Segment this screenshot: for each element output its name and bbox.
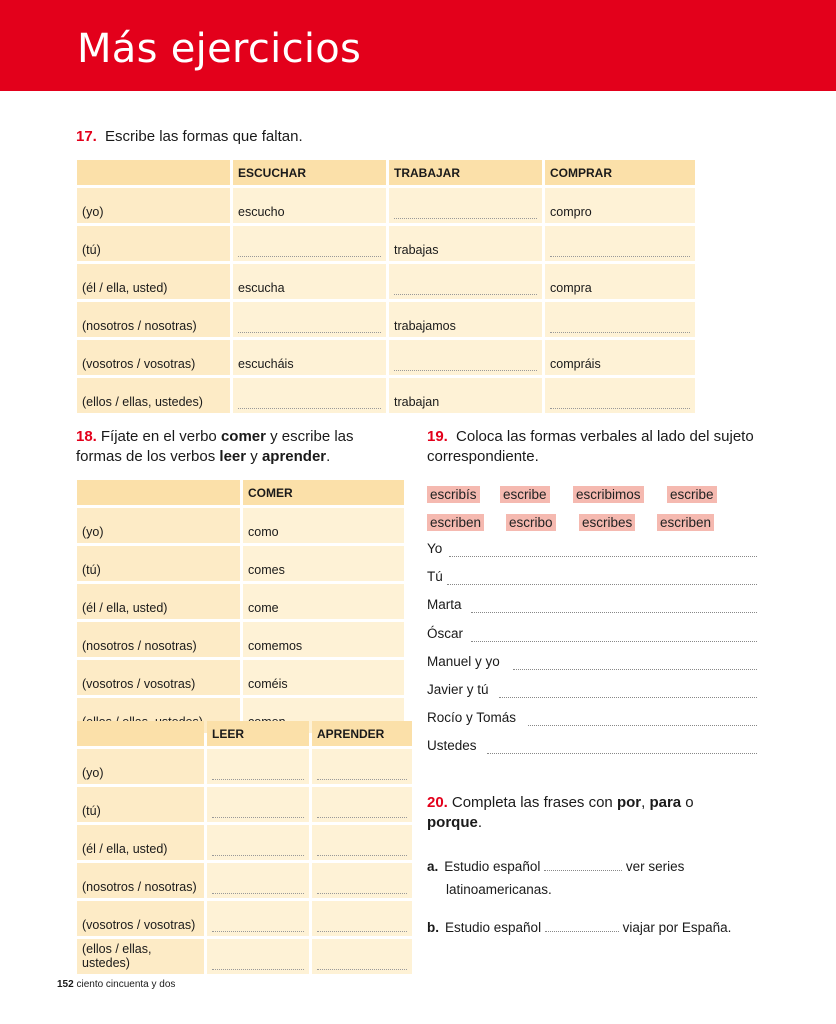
- verb-form: trabajas: [389, 226, 542, 261]
- column-header: ESCUCHAR: [233, 160, 386, 185]
- instruction-text: .: [477, 814, 483, 831]
- page-title: Más ejercicios: [77, 26, 362, 72]
- answer-blank[interactable]: [317, 955, 407, 970]
- answer-cell[interactable]: [312, 749, 412, 784]
- table-header-row: [77, 160, 695, 185]
- table-row: [77, 749, 412, 784]
- pronoun-label: (yo): [77, 508, 240, 543]
- subject-row: [427, 569, 757, 587]
- verb-leer: leer: [219, 448, 247, 465]
- answer-blank[interactable]: [212, 765, 304, 780]
- answer-blank[interactable]: [394, 204, 537, 219]
- sentence-b: [427, 917, 731, 939]
- table-row: [77, 622, 404, 657]
- pronoun-label: (él / ella, usted): [77, 584, 240, 619]
- sentence-text: Estudio español: [445, 920, 542, 935]
- subject-label: Rocío y Tomás: [427, 710, 517, 726]
- pronoun-label: (yo): [77, 188, 230, 223]
- exercise-17-title: [76, 127, 303, 147]
- table-row: [77, 302, 695, 337]
- answer-blank[interactable]: [394, 356, 537, 371]
- table-row: [77, 787, 412, 822]
- exercise-19-title: [427, 427, 767, 467]
- answer-blank[interactable]: [317, 841, 407, 856]
- verb-chip[interactable]: escribes: [579, 514, 635, 531]
- verb-form: compra: [545, 264, 695, 299]
- answer-blank[interactable]: [513, 669, 757, 670]
- verb-form: trabajan: [389, 378, 542, 413]
- pronoun-label: (tú): [77, 226, 230, 261]
- page-header: [0, 0, 836, 91]
- exercise-20-title: [427, 793, 747, 833]
- answer-blank[interactable]: [447, 584, 757, 585]
- subject-row: [427, 682, 757, 700]
- subject-row: [427, 626, 757, 644]
- exercise-number: 17.: [76, 128, 97, 145]
- page-number-words: ciento cincuenta y dos: [76, 979, 176, 990]
- exercise-number: 18.: [76, 428, 97, 445]
- exercise-instruction: Escribe las formas que faltan.: [105, 128, 303, 145]
- answer-cell[interactable]: [389, 264, 542, 299]
- pronoun-label: (él / ella, usted): [77, 264, 230, 299]
- table-row: [77, 546, 404, 581]
- exercise-number: 20.: [427, 794, 448, 811]
- answer-blank[interactable]: [487, 753, 757, 754]
- answer-blank[interactable]: [550, 394, 690, 409]
- verb-aprender: aprender: [261, 448, 327, 465]
- instruction-text: o: [681, 794, 694, 811]
- answer-blank[interactable]: [212, 955, 304, 970]
- table-header-row: [77, 480, 404, 505]
- subject-row: [427, 654, 757, 672]
- sentence-text: Estudio español: [444, 859, 541, 874]
- answer-blank[interactable]: [550, 318, 690, 333]
- subject-label: Marta: [427, 597, 462, 613]
- header-empty-cell: [77, 480, 240, 505]
- verb-chip[interactable]: escribe: [500, 486, 550, 503]
- pronoun-label: (yo): [77, 749, 204, 784]
- answer-blank[interactable]: [212, 803, 304, 818]
- sentence-text: ver series: [625, 859, 685, 874]
- page-footer: [57, 979, 175, 990]
- table-row: [77, 863, 412, 898]
- answer-cell[interactable]: [545, 378, 695, 413]
- sentence-a-continued: latinoamericanas.: [446, 882, 552, 897]
- pronoun-label: (tú): [77, 546, 240, 581]
- answer-cell[interactable]: [207, 863, 309, 898]
- table-row: [77, 660, 404, 695]
- answer-cell[interactable]: [207, 787, 309, 822]
- table-row: [77, 378, 695, 413]
- subject-row: [427, 710, 757, 728]
- verb-chip[interactable]: escriben: [657, 514, 714, 531]
- answer-cell[interactable]: [207, 939, 309, 974]
- answer-blank[interactable]: [238, 318, 381, 333]
- conjugation-table-17: [74, 157, 698, 416]
- subject-label: Javier y tú: [427, 682, 489, 697]
- answer-blank[interactable]: [471, 641, 757, 642]
- word-porque: porque: [427, 814, 478, 831]
- answer-cell[interactable]: [207, 901, 309, 936]
- answer-blank[interactable]: [317, 917, 407, 932]
- verb-form: comemos: [243, 622, 404, 657]
- pronoun-label: (vosotros / vosotras): [77, 901, 204, 936]
- item-letter: b.: [427, 920, 439, 935]
- answer-blank[interactable]: [545, 919, 619, 932]
- subject-label: Tú: [427, 569, 443, 585]
- answer-cell[interactable]: [312, 825, 412, 860]
- header-empty-cell: [77, 721, 204, 746]
- verb-chip[interactable]: escribís: [427, 486, 480, 503]
- instruction-text: .: [326, 448, 331, 465]
- table-row: [77, 901, 412, 936]
- column-header: LEER: [207, 721, 309, 746]
- verb-form: comes: [243, 546, 404, 581]
- table-row: [77, 584, 404, 619]
- answer-cell[interactable]: [545, 302, 695, 337]
- verb-comer: comer: [220, 428, 266, 445]
- answer-blank[interactable]: [212, 879, 304, 894]
- table-row: [77, 825, 412, 860]
- answer-cell[interactable]: [545, 226, 695, 261]
- word-por: por: [616, 794, 642, 811]
- pronoun-label: (vosotros / vosotras): [77, 660, 240, 695]
- subject-label: Yo: [427, 541, 443, 556]
- pronoun-label: (él / ella, usted): [77, 825, 204, 860]
- answer-blank[interactable]: [317, 765, 407, 780]
- answer-blank[interactable]: [471, 612, 757, 613]
- column-header: APRENDER: [312, 721, 412, 746]
- subject-label: Manuel y yo: [427, 653, 500, 669]
- table-row: [77, 264, 695, 299]
- sentence-a: [427, 856, 684, 878]
- answer-cell[interactable]: [233, 302, 386, 337]
- conjugation-table-leer-aprender: [74, 718, 415, 977]
- table-row: [77, 939, 412, 974]
- subject-label: Óscar: [427, 625, 464, 641]
- instruction-text: y escribe las formas de los verbos: [76, 428, 354, 465]
- answer-cell[interactable]: [233, 378, 386, 413]
- verb-form: como: [243, 508, 404, 543]
- answer-blank[interactable]: [212, 841, 304, 856]
- verb-form: escucháis: [233, 340, 386, 375]
- table-header-row: [77, 721, 412, 746]
- pronoun-label: (ellos / ellas, ustedes): [77, 939, 204, 974]
- pronoun-label: (nosotros / nosotras): [77, 863, 204, 898]
- verb-form: compráis: [545, 340, 695, 375]
- answer-cell[interactable]: [312, 901, 412, 936]
- verb-form: come: [243, 584, 404, 619]
- item-letter: a.: [427, 859, 439, 874]
- instruction-text: y: [246, 448, 262, 465]
- answer-blank[interactable]: [238, 394, 381, 409]
- answer-cell[interactable]: [312, 939, 412, 974]
- answer-blank[interactable]: [238, 242, 381, 257]
- pronoun-label: (vosotros / vosotras): [77, 340, 230, 375]
- answer-blank[interactable]: [499, 697, 757, 698]
- answer-blank[interactable]: [212, 917, 304, 932]
- word-para: para: [649, 794, 682, 811]
- table-row: [77, 340, 695, 375]
- column-header: COMER: [243, 480, 404, 505]
- answer-cell[interactable]: [207, 749, 309, 784]
- instruction-text: ,: [641, 794, 650, 811]
- answer-blank[interactable]: [544, 858, 622, 871]
- answer-cell[interactable]: [233, 226, 386, 261]
- verb-form: escucha: [233, 264, 386, 299]
- answer-blank[interactable]: [449, 556, 757, 557]
- answer-blank[interactable]: [528, 725, 757, 726]
- answer-blank[interactable]: [317, 803, 407, 818]
- verb-form: trabajamos: [389, 302, 542, 337]
- answer-cell[interactable]: [389, 340, 542, 375]
- verb-chip[interactable]: escribe: [667, 486, 717, 503]
- answer-blank[interactable]: [550, 242, 690, 257]
- column-header: TRABAJAR: [389, 160, 542, 185]
- answer-blank[interactable]: [317, 879, 407, 894]
- conjugation-table-comer: [74, 477, 407, 736]
- sentence-text: viajar por España.: [622, 920, 732, 935]
- pronoun-label: (ellos / ellas, ustedes): [77, 378, 230, 413]
- page-number: 152: [57, 979, 74, 990]
- answer-cell[interactable]: [312, 787, 412, 822]
- pronoun-label: (nosotros / nosotras): [77, 302, 230, 337]
- answer-cell[interactable]: [207, 825, 309, 860]
- subject-row: [427, 597, 757, 615]
- pronoun-label: (tú): [77, 787, 204, 822]
- verb-chip[interactable]: escriben: [427, 514, 484, 531]
- table-row: [77, 508, 404, 543]
- verb-form: coméis: [243, 660, 404, 695]
- table-row: [77, 226, 695, 261]
- exercise-instruction: Coloca las formas verbales al lado del sujeto correspondiente.: [427, 428, 754, 465]
- instruction-text: Completa las frases con: [451, 794, 617, 811]
- column-header: COMPRAR: [545, 160, 695, 185]
- exercise-number: 19.: [427, 428, 448, 445]
- subject-label: Ustedes: [427, 738, 477, 754]
- answer-cell[interactable]: [389, 188, 542, 223]
- exercise-18-title: [76, 427, 396, 467]
- verb-chip[interactable]: escribimos: [573, 486, 644, 503]
- subject-row: [427, 738, 757, 756]
- verb-chip[interactable]: escribo: [506, 514, 556, 531]
- subject-row: [427, 541, 757, 559]
- pronoun-label: (nosotros / nosotras): [77, 622, 240, 657]
- instruction-text: Fíjate en el verbo: [100, 428, 221, 445]
- answer-cell[interactable]: [312, 863, 412, 898]
- verb-form: compro: [545, 188, 695, 223]
- header-empty-cell: [77, 160, 230, 185]
- answer-blank[interactable]: [394, 280, 537, 295]
- verb-form: escucho: [233, 188, 386, 223]
- table-row: [77, 188, 695, 223]
